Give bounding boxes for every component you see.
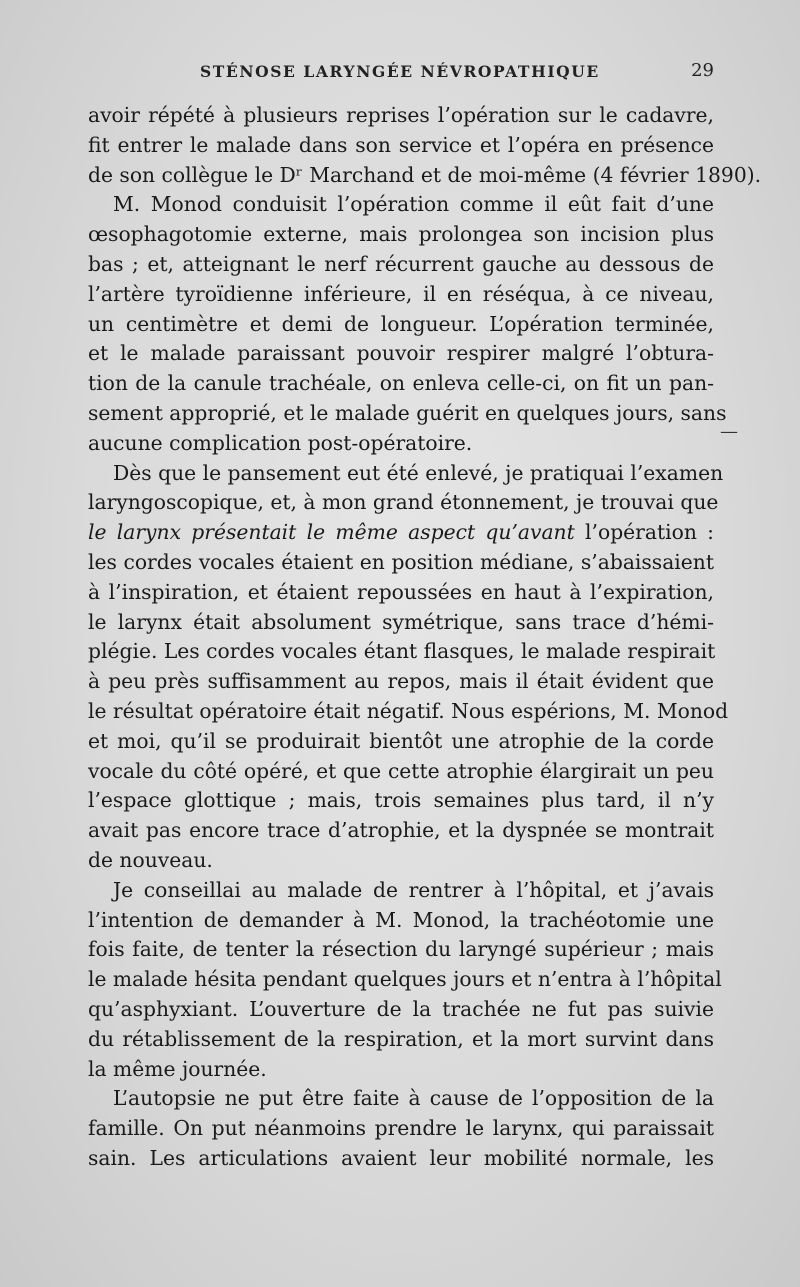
text-run: la même journée. bbox=[88, 1056, 267, 1081]
text-line bbox=[88, 1084, 714, 1114]
text-line bbox=[88, 1144, 714, 1174]
text-run: et le malade paraissant pouvoir respirer malgré l’obtura- bbox=[88, 341, 714, 366]
text-line bbox=[88, 965, 722, 995]
text-run: sement approprié, et le malade guérit en quelques jours, sans bbox=[88, 400, 727, 425]
text-line bbox=[88, 727, 714, 757]
text-line bbox=[88, 310, 714, 340]
text-line bbox=[88, 280, 714, 310]
text-line bbox=[88, 637, 714, 667]
italic-text: le larynx présentait le même aspect qu’avant bbox=[88, 520, 575, 545]
text-line bbox=[88, 1025, 714, 1055]
text-line bbox=[88, 190, 714, 220]
text-line bbox=[88, 220, 714, 250]
text-run: l’opération : bbox=[574, 520, 714, 545]
text-run: qu’asphyxiant. L’ouverture de la trachée ne fut pas suivie bbox=[88, 996, 714, 1021]
text-run: L’autopsie ne put être faite à cause de l’opposition de la bbox=[113, 1086, 714, 1111]
text-run: bas ; et, atteignant le nerf récurrent gauche au dessous de bbox=[88, 251, 714, 276]
text-line bbox=[88, 518, 714, 548]
text-run: sain. Les articulations avaient leur mobilité normale, les bbox=[88, 1145, 714, 1170]
text-line bbox=[88, 697, 729, 727]
text-line bbox=[88, 608, 714, 638]
text-line bbox=[88, 250, 714, 280]
text-line bbox=[88, 995, 714, 1025]
text-line bbox=[88, 876, 714, 906]
text-run: aucune complication post-opératoire. bbox=[88, 430, 473, 455]
text-run: l’artère tyroïdienne inférieure, il en réséqua, à ce niveau, bbox=[88, 281, 714, 306]
text-line bbox=[88, 161, 762, 191]
text-line bbox=[88, 816, 714, 846]
running-title: STÉNOSE LARYNGÉE NÉVROPATHIQUE bbox=[200, 62, 600, 81]
text-line bbox=[88, 1055, 714, 1085]
text-run: à l’inspiration, et étaient repoussées en haut à l’expiration, bbox=[88, 579, 714, 604]
text-run: fois faite, de tenter la résection du laryngé supérieur ; mais bbox=[88, 937, 714, 962]
text-run: Dès que le pansement eut été enlevé, je pratiquai l’examen bbox=[113, 460, 724, 485]
text-line bbox=[88, 846, 714, 876]
text-line bbox=[88, 548, 714, 578]
margin-mark: — bbox=[720, 421, 738, 442]
text-run: les cordes vocales étaient en position médiane, s’abaissaient bbox=[88, 549, 714, 574]
text-line bbox=[88, 1114, 714, 1144]
text-run: le malade hésita pendant quelques jours et n’entra à l’hôpital bbox=[88, 967, 722, 992]
text-run: l’intention de demander à M. Monod, la trachéotomie une bbox=[88, 907, 714, 932]
text-line bbox=[88, 101, 714, 131]
text-run: fit entrer le malade dans son service et l’opéra en présence bbox=[88, 132, 714, 157]
text-run: et moi, qu’il se produirait bientôt une atrophie de la corde bbox=[88, 728, 714, 753]
text-run: laryngoscopique, et, à mon grand étonnement, je trouvai que bbox=[88, 490, 719, 515]
text-run: du rétablissement de la respiration, et la mort survint dans bbox=[88, 1026, 714, 1051]
text-line bbox=[88, 667, 714, 697]
text-line bbox=[88, 935, 714, 965]
text-line bbox=[88, 786, 714, 816]
text-line bbox=[88, 459, 724, 489]
text-line bbox=[88, 429, 714, 459]
text-line bbox=[88, 369, 714, 399]
text-line bbox=[88, 131, 714, 161]
text-run: avoir répété à plusieurs reprises l’opération sur le cadavre, bbox=[88, 103, 714, 127]
running-head bbox=[88, 62, 714, 86]
text-line bbox=[88, 339, 714, 369]
page-number: 29 bbox=[691, 60, 714, 81]
text-run: de son collègue le Dʳ Marchand et de moi-même (4 février 1890). bbox=[88, 162, 762, 187]
text-run: à peu près suffisamment au repos, mais il était évident que bbox=[88, 669, 714, 694]
text-run: œsophagotomie externe, mais prolongea son incision plus bbox=[88, 222, 714, 247]
text-line bbox=[88, 578, 714, 608]
text-run: avait pas encore trace d’atrophie, et la dyspnée se montrait bbox=[88, 818, 714, 843]
text-run: le résultat opératoire était négatif. Nous espérions, M. Monod bbox=[88, 698, 729, 723]
text-line bbox=[88, 488, 719, 518]
text-run: famille. On put néanmoins prendre le larynx, qui paraissait bbox=[88, 1116, 714, 1141]
text-line bbox=[88, 906, 714, 936]
text-run: tion de la canule trachéale, on enleva celle-ci, on fit un pan- bbox=[88, 371, 714, 396]
text-line bbox=[88, 399, 727, 429]
text-line bbox=[88, 757, 714, 787]
text-run: l’espace glottique ; mais, trois semaines plus tard, il n’y bbox=[88, 788, 714, 813]
text-run: vocale du côté opéré, et que cette atrophie élargirait un peu bbox=[88, 758, 714, 783]
text-run: le larynx était absolument symétrique, sans trace d’hémi- bbox=[88, 609, 714, 634]
body-text bbox=[88, 101, 762, 1174]
text-run: plégie. Les cordes vocales étant flasques, le malade respirait bbox=[88, 639, 716, 664]
text-run: un centimètre et demi de longueur. L’opération terminée, bbox=[88, 311, 714, 336]
text-run: Je conseillai au malade de rentrer à l’hôpital, et j’avais bbox=[113, 877, 714, 902]
text-run: M. Monod conduisit l’opération comme il eût fait d’une bbox=[113, 192, 714, 217]
text-run: de nouveau. bbox=[88, 847, 213, 872]
